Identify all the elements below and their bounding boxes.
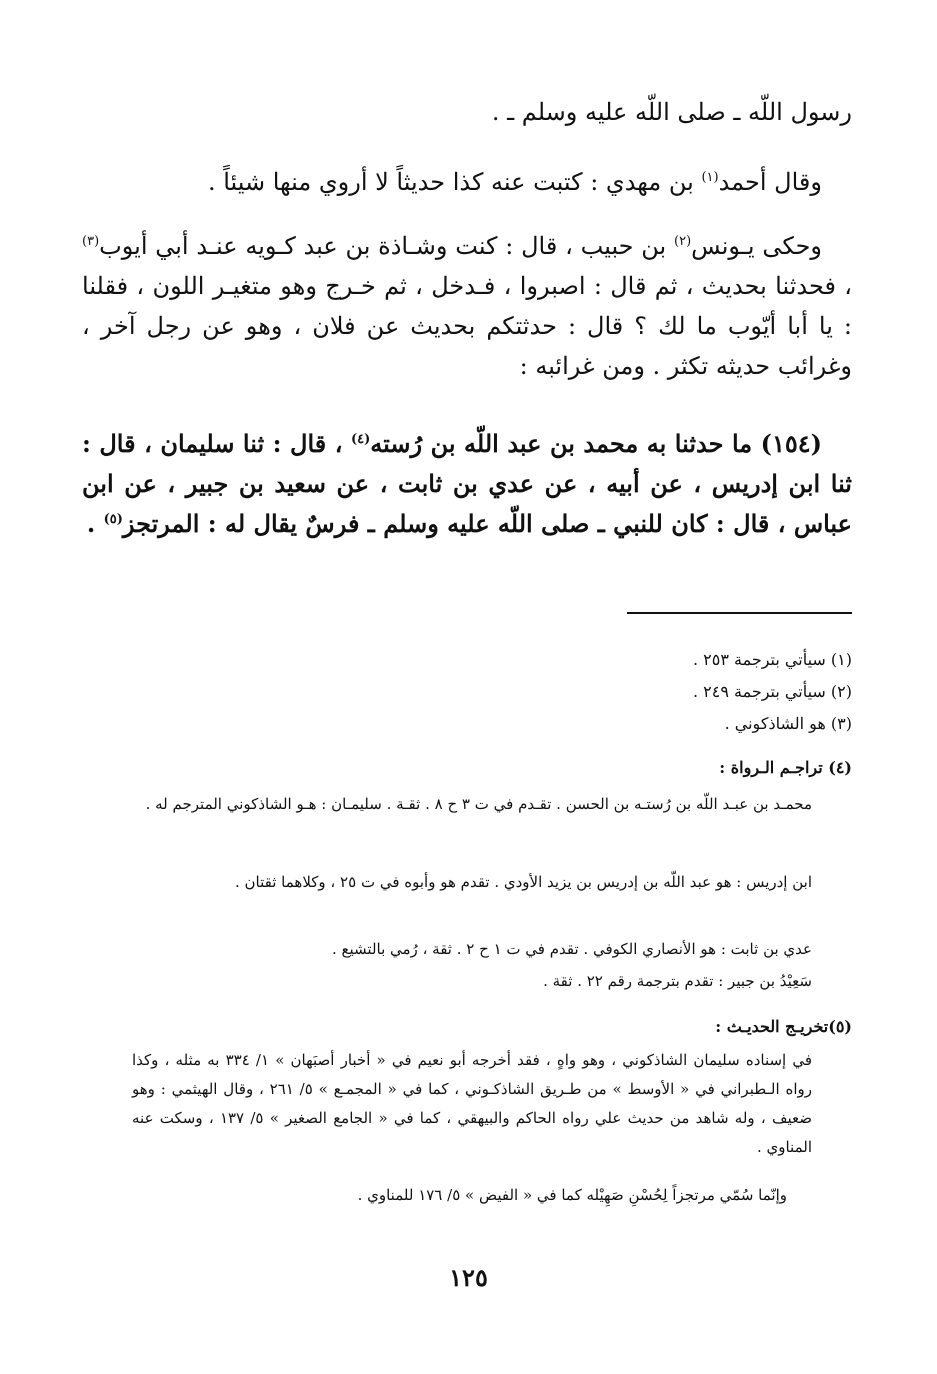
footnote-1: (١) سيأتي بترجمة ٢٥٣ . [692,650,852,669]
text: ، فحدثنا بحديث ، ثم قال : اصبروا ، فـدخل ، ثم خـرج وهو متغيـر اللون ، فقلنا : يا أبا أيّوب ما لك ؟ قال : حدثتكم بحديث عن فلان ، وهو عن رجل آخر ، وغرائب حديثه تكثر . ومن غرائبه : [82,272,852,380]
hadith-paragraph [82,424,852,544]
page-number: ١٢٥ [449,1263,488,1292]
footnote-ref-3: (٣) [82,234,100,249]
footnote-4-narrator-ibn-rustah: محمـد بن عبـد اللّه بن رُستـه بن الحسن . تقـدم في ت ٣ ح ٨ . ثقـة . سليمـان : هـو الشاذكوني المترجم له . [145,795,812,813]
paragraph-yunus-ibn-habib [82,226,852,386]
text: وقال أحمد [718,168,822,196]
text: . [86,509,104,538]
footnote-ref-1: (١) [701,170,719,185]
footnote-ref-2: (٢) [674,234,692,249]
hadith-number: (١٥٤) [760,429,823,458]
footnote-4-narrator-adi: عدي بن ثابت : هو الأنصاري الكوفي . تقدم في ت ١ ح ٢ . ثقة ، رُمي بالتشيع . [331,940,812,958]
footnote-4-narrator-ibn-idris: ابن إدريس : هو عبد اللّه بن إدريس بن يزيد الأودي . تقدم هو وأبوه في ت ٢٥ ، وكلاهما ثقتان . [235,873,812,891]
text: ما حدثنا به محمد بن عبد اللّه بن رُسته [370,429,761,458]
footnote-ref-4: (٤) [350,432,371,447]
footnote-2: (٢) سيأتي بترجمة ٢٤٩ . [692,682,852,701]
footnote-5-takhrij: في إسناده سليمان الشاذكوني ، وهو واهٍ ، فقد أخرجه أبو نعيم في « أخبار أصبَهان » ١/ ٣٣٤ به مثله ، وكذا رواه الـطبراني في « الأوسط » من طـريق الشاذكـوني ، كما في « المجمـع » ٥/ ٢٦١ ، وقال الهيثمي : وهو ضعيف ، وله شاهد من حديث علي رواه الحاكم والبيهقي ، كما في « الجامع الصغير » ٥/ ١٣٧ ، وسكت عنه المناوي . [132,1051,813,1156]
text: ، قال : ثنا سليمان ، قال : ثنا ابن إدريس ، عن أبيه ، عن عدي بن ثابت ، عن سعيد بن جبير ، عن ابن عباس ، قال : كان للنبي ـ صلى اللّه عليه وسلم ـ فرسٌ يقال له : المرتجز [82,429,852,538]
footnote-5-naming-note: وإنّما سُمّي مرتجزاً لِحُسْنِ صَهِيْله كما في « الفيض » ٥/ ١٧٦ للمناوي . [357,1186,787,1204]
footnote-separator [627,612,852,614]
footnote-3: (٣) هو الشاذكوني . [724,714,852,733]
footnote-5-title: (٥)تخريـج الحديـث : [715,1017,852,1036]
text: بن حبيب ، قال : كنت وشـاذة بن عبد كـويه عنـد أبي أيوب [99,232,675,260]
paragraph-ahmad-ibn-mahdi [82,162,852,202]
footnote-ref-5: (٥) [103,512,123,527]
text: رسول اللّه ـ صلى اللّه عليه وسلم ـ . [491,98,852,126]
text: بن مهدي : كتبت عنه كذا حديثاً لا أروي منها شيئاً . [207,168,702,196]
footnote-4-narrator-said: سَعِيْدُ بن جبير : تقدم بترجمة رقم ٢٢ . ثقة . [543,972,812,990]
text: وحكى يـونس [691,232,822,260]
footnote-4-title: (٤) تراجـم الـرواة : [719,758,852,777]
paragraph-continuation [82,92,852,132]
